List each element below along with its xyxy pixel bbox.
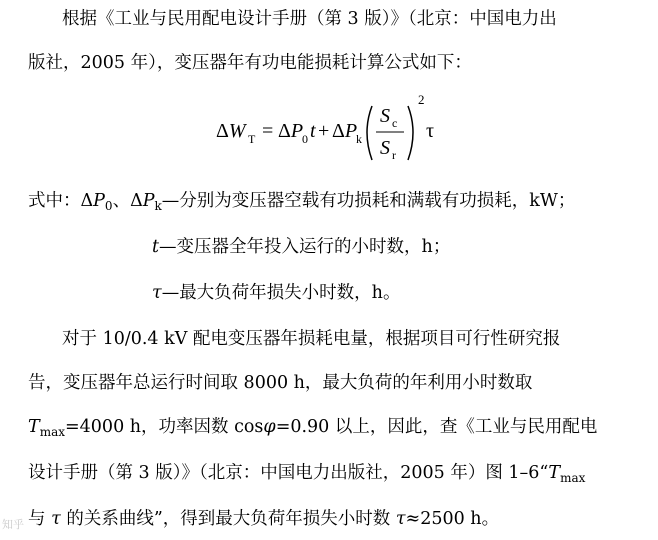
def1-b-sub: k [154, 199, 162, 213]
para2-line3-rest: =0.90 以上，因此，查《工业与民用配电 [275, 417, 598, 437]
def2 [152, 236, 450, 258]
formula-right-paren [408, 106, 413, 160]
para1-line2: 版社，2005 年），变压器年有功电能损耗计算公式如下： [28, 53, 472, 73]
energy-loss-formula [216, 92, 436, 172]
formula-lhs-sub: T [248, 132, 256, 146]
para2-line3-phi: φ [263, 417, 276, 437]
para2-line4-sub: max [560, 471, 586, 485]
def1-text: —分别为变压器空载有功损耗和满载有功损耗，kW； [161, 191, 576, 211]
formula-t: t [310, 120, 316, 142]
formula-tau: τ [426, 120, 435, 142]
def1-a-sub: 0 [104, 199, 113, 213]
def2-text: —变压器全年投入运行的小时数，h； [159, 237, 451, 257]
para2-line5-tau: τ [51, 509, 61, 529]
para1-line1: 根据《工业与民用配电设计手册（第 3 版）》（北京：中国电力出 [62, 9, 557, 29]
para2-line5-tau2: τ [395, 509, 406, 529]
formula-term2: ΔP [332, 120, 358, 142]
para2-line1: 对于 10/0.4 kV 配电变压器年损耗电量，根据项目可行性研究报 [62, 329, 561, 349]
formula-term1-sub: 0 [302, 132, 308, 146]
def3 [152, 282, 400, 304]
formula-exp: 2 [418, 92, 425, 107]
para2-line5-a: 与 [28, 509, 52, 529]
def1-b: ΔP [130, 191, 155, 211]
formula-plus: + [318, 120, 330, 142]
def1-prefix: 式中： [28, 191, 81, 211]
def1-sep: 、 [112, 191, 131, 211]
para2-line4-var: T [548, 463, 561, 483]
def1-a: ΔP [80, 191, 105, 211]
formula-svg [216, 92, 446, 172]
watermark: 知乎 [2, 518, 24, 531]
para2-line4 [28, 462, 585, 489]
formula-num: S [380, 105, 390, 127]
para2-line3 [28, 416, 597, 443]
para2-line5-b: 的关系曲线”，得到最大负荷年损失小时数 [60, 509, 396, 529]
formula-eq: = [262, 120, 274, 142]
formula-den: S [380, 137, 390, 159]
def1 [28, 190, 575, 217]
def3-var: τ [152, 283, 162, 303]
para2-line3-sub: max [39, 425, 65, 439]
para2-line2: 告，变压器年总运行时间取 8000 h，最大负荷的年利用小时数取 [28, 373, 533, 393]
def3-text: —最大负荷年损失小时数，h。 [161, 283, 401, 303]
formula-term1: ΔP [278, 120, 304, 142]
formula-num-sub: c [392, 116, 398, 130]
para2-line5-c: ≈2500 h。 [405, 509, 500, 529]
def2-var: t [152, 237, 160, 257]
formula-term2-sub: k [356, 132, 362, 146]
para2-line3-text: =4000 h，功率因数 cos [65, 417, 264, 437]
formula-lhs: ΔW [216, 120, 246, 142]
para2-line5 [28, 508, 499, 530]
para2-line4-text: 设计手册（第 3 版）》（北京：中国电力出版社，2005 年）图 1–6“ [28, 463, 549, 483]
para2-line3-var: T [28, 417, 40, 437]
formula-left-paren [367, 106, 372, 160]
formula-den-sub: r [392, 148, 396, 162]
